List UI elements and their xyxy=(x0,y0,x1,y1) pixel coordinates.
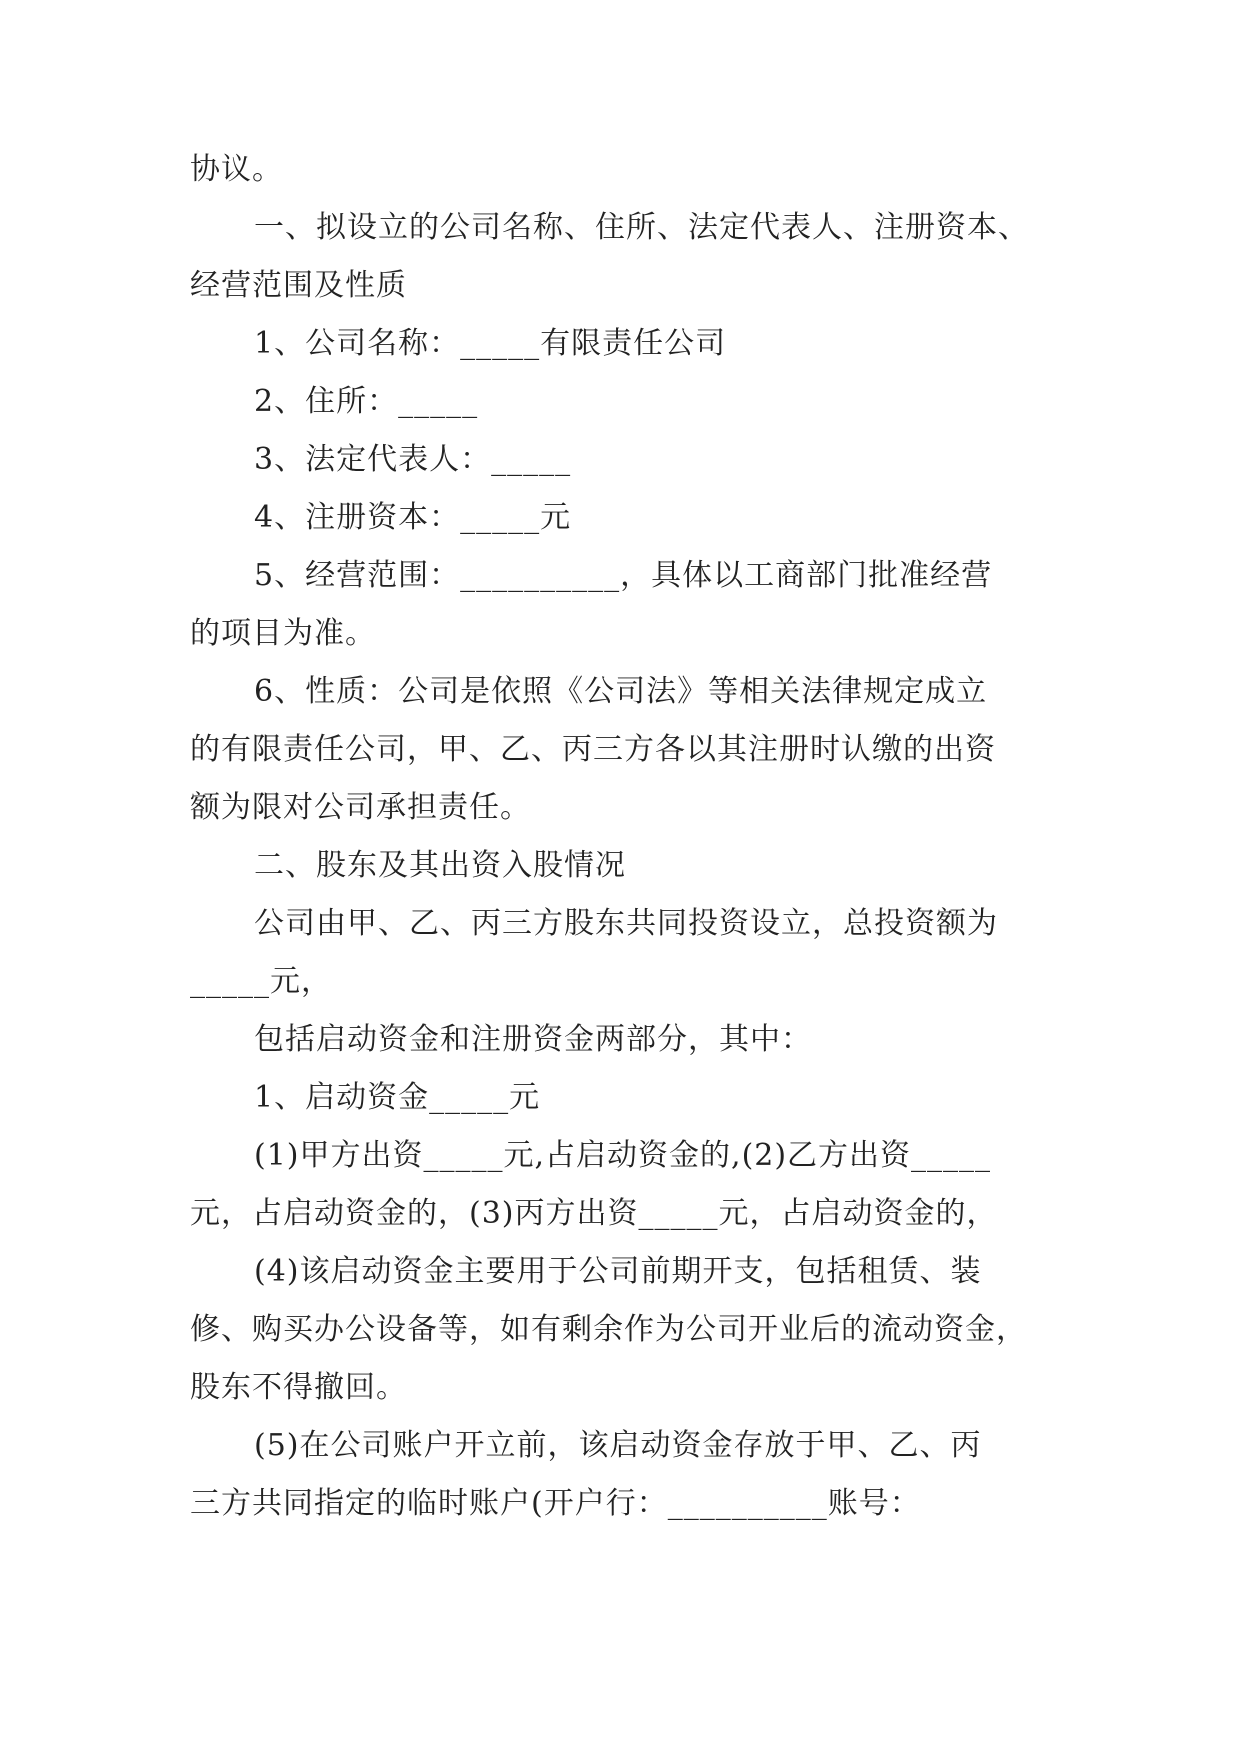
item-nature-line-3: 额为限对公司承担责任。 xyxy=(190,790,531,825)
section-heading-1-line-2: 经营范围及性质 xyxy=(190,268,407,303)
paragraph-usage-line-3: 股东不得撤回。 xyxy=(190,1370,407,1405)
paragraph-contributions-line-2: 元，占启动资金的，(3)丙方出资_____元，占启动资金的， xyxy=(190,1196,998,1231)
item-address: 2、住所：_____ xyxy=(254,384,479,419)
paragraph-usage-line-2: 修、购买办公设备等，如有剩余作为公司开业后的流动资金， xyxy=(190,1312,1027,1347)
item-nature-line-2: 的有限责任公司，甲、乙、丙三方各以其注册时认缴的出资 xyxy=(190,732,996,767)
paragraph-account-line-2: 三方共同指定的临时账户(开户行：__________账号： xyxy=(190,1486,921,1521)
item-startup-capital: 1、启动资金_____元 xyxy=(254,1080,541,1115)
item-business-scope-line-2: 的项目为准。 xyxy=(190,616,376,651)
paragraph-usage-line-1: (4)该启动资金主要用于公司前期开支，包括租赁、装 xyxy=(254,1254,982,1289)
paragraph-contributions-line-1: (1)甲方出资_____元,占启动资金的,(2)乙方出资_____ xyxy=(254,1138,992,1173)
item-legal-representative: 3、法定代表人：_____ xyxy=(254,442,572,477)
paragraph-capital-parts: 包括启动资金和注册资金两部分，其中： xyxy=(254,1022,812,1057)
item-nature-line-1: 6、性质：公司是依照《公司法》等相关法律规定成立 xyxy=(254,674,988,709)
text-line-1: 协议。 xyxy=(190,152,283,187)
section-heading-1-line-1: 一、拟设立的公司名称、住所、法定代表人、注册资本、 xyxy=(254,210,1029,245)
paragraph-investment-line-1: 公司由甲、乙、丙三方股东共同投资设立，总投资额为 xyxy=(254,906,998,941)
item-company-name: 1、公司名称：_____有限责任公司 xyxy=(254,326,727,361)
item-business-scope-line-1: 5、经营范围：__________，具体以工商部门批准经营 xyxy=(254,558,993,593)
section-heading-2: 二、股东及其出资入股情况 xyxy=(254,848,626,883)
item-registered-capital: 4、注册资本：_____元 xyxy=(254,500,572,535)
paragraph-investment-line-2: _____元， xyxy=(190,964,332,999)
paragraph-account-line-1: (5)在公司账户开立前，该启动资金存放于甲、乙、丙 xyxy=(254,1428,982,1463)
